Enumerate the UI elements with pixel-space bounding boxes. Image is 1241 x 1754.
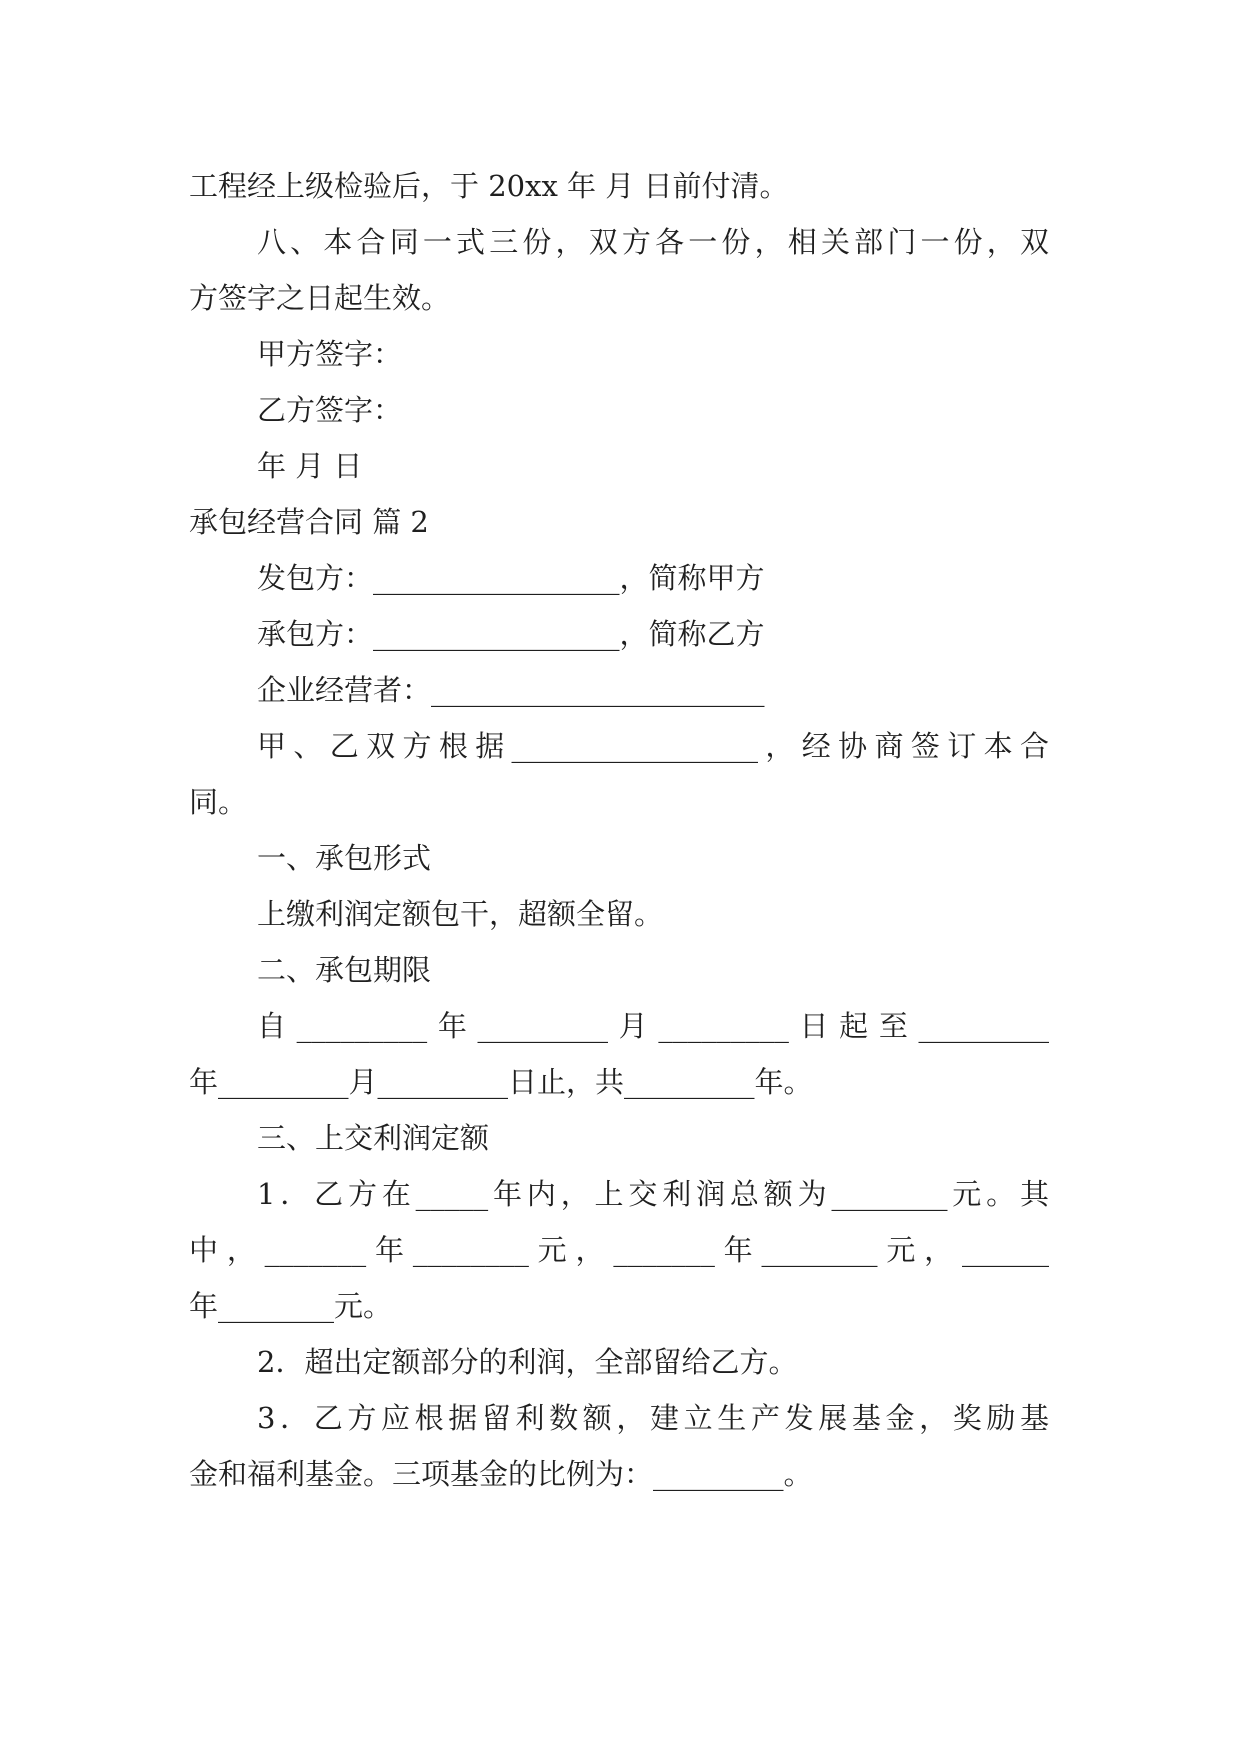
text-line: 上缴利润定额包干，超额全留。 [257, 897, 664, 931]
date-line: 年 月 日 [257, 449, 363, 483]
text-line: 金和福利基金。三项基金的比例为：_________。 [189, 1457, 813, 1491]
item-2: 2．超出定额部分的利润，全部留给乙方。 [257, 1345, 798, 1379]
text-line: 方签字之日起生效。 [189, 281, 451, 315]
heading-contract-form: 一、承包形式 [257, 841, 432, 875]
term-start: 自_________年_________月_________日起至_________ [257, 1009, 1049, 1043]
term-end: 年_________月_________日止，共_________年。 [189, 1065, 813, 1099]
heading-contract-term: 二、承包期限 [257, 953, 432, 987]
item-1: 1．乙方在_____年内，上交利润总额为________元。其 [257, 1177, 1049, 1211]
item-3: 3．乙方应根据留利数额，建立生产发展基金，奖励基 [257, 1401, 1049, 1435]
clause-8: 八、本合同一式三份，双方各一份，相关部门一份，双 [257, 225, 1049, 259]
employer-line: 发包方：_________________，简称甲方 [257, 561, 765, 595]
text-line: 同。 [189, 785, 248, 819]
text-line: 年________元。 [189, 1289, 393, 1323]
agreement-basis: 甲、乙双方根据_________________，经协商签订本合 [257, 729, 1049, 763]
party-b-signature: 乙方签字： [257, 393, 403, 427]
party-a-signature: 甲方签字： [257, 337, 403, 371]
contractor-line: 承包方：_________________，简称乙方 [257, 617, 765, 651]
operator-line: 企业经营者：_______________________ [257, 673, 765, 707]
heading-profit-quota: 三、上交利润定额 [257, 1121, 490, 1155]
text-line: 工程经上级检验后，于 20xx 年 月 日前付清。 [189, 169, 789, 203]
section-title: 承包经营合同 篇 2 [189, 505, 429, 539]
text-line: 中，_______年________元，_______年________元，______ [189, 1233, 1049, 1267]
